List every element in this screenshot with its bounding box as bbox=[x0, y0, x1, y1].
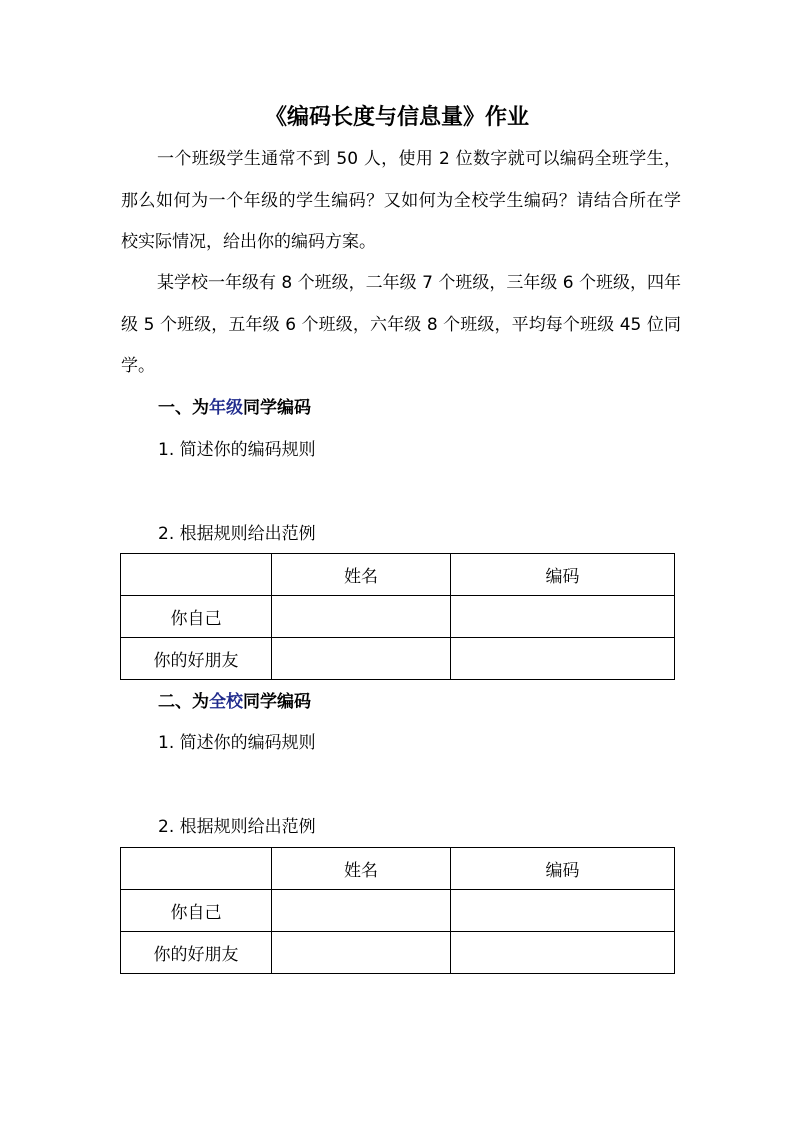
table-row bbox=[121, 638, 675, 680]
document-title: 《编码长度与信息量》作业 bbox=[264, 104, 529, 130]
friend-code-cell[interactable] bbox=[451, 932, 675, 974]
self-code-cell[interactable] bbox=[451, 596, 675, 638]
school-example-table bbox=[120, 847, 675, 974]
table-header-cell bbox=[121, 848, 272, 890]
section-heading-highlight: 年级 bbox=[209, 398, 243, 418]
school-info-paragraph: 某学校一年级有 8 个班级，二年级 7 个班级，三年级 6 个班级，四年级 5 个班级，五年级 6 个班级，六年级 8 个班级，平均每个班级 45 位同学。 bbox=[121, 273, 681, 376]
table-row bbox=[121, 890, 675, 932]
task-describe-rules: 1. 简述你的编码规则 bbox=[158, 440, 316, 460]
friend-code-cell[interactable] bbox=[451, 638, 675, 680]
section-heading-prefix: 一、为 bbox=[158, 398, 209, 418]
section-heading-suffix: 同学编码 bbox=[243, 692, 311, 712]
row-label-self: 你自己 bbox=[121, 890, 272, 932]
table-header-code: 编码 bbox=[451, 848, 675, 890]
row-label-self: 你自己 bbox=[121, 596, 272, 638]
self-name-cell[interactable] bbox=[272, 890, 451, 932]
table-header-row bbox=[121, 554, 675, 596]
task-give-examples: 2. 根据规则给出范例 bbox=[158, 524, 316, 544]
table-header-name: 姓名 bbox=[272, 554, 451, 596]
intro-paragraph: 一个班级学生通常不到 50 人，使用 2 位数字就可以编码全班学生，那么如何为一个年级的学生编码？又如何为全校学生编码？请结合所在学校实际情况，给出你的编码方案。 bbox=[121, 149, 681, 252]
section-heading-highlight: 全校 bbox=[209, 692, 243, 712]
section-heading-suffix: 同学编码 bbox=[243, 398, 311, 418]
grade-example-table bbox=[120, 553, 675, 680]
row-label-friend: 你的好朋友 bbox=[121, 932, 272, 974]
self-code-cell[interactable] bbox=[451, 890, 675, 932]
table-header-cell bbox=[121, 554, 272, 596]
friend-name-cell[interactable] bbox=[272, 932, 451, 974]
table-header-code: 编码 bbox=[451, 554, 675, 596]
section-heading-grade bbox=[158, 394, 311, 422]
row-label-friend: 你的好朋友 bbox=[121, 638, 272, 680]
table-row bbox=[121, 596, 675, 638]
table-header-name: 姓名 bbox=[272, 848, 451, 890]
task-give-examples: 2. 根据规则给出范例 bbox=[158, 817, 316, 837]
table-row bbox=[121, 932, 675, 974]
self-name-cell[interactable] bbox=[272, 596, 451, 638]
task-describe-rules: 1. 简述你的编码规则 bbox=[158, 733, 316, 753]
section-heading-prefix: 二、为 bbox=[158, 692, 209, 712]
table-header-row bbox=[121, 848, 675, 890]
friend-name-cell[interactable] bbox=[272, 638, 451, 680]
section-heading-school bbox=[158, 688, 311, 716]
